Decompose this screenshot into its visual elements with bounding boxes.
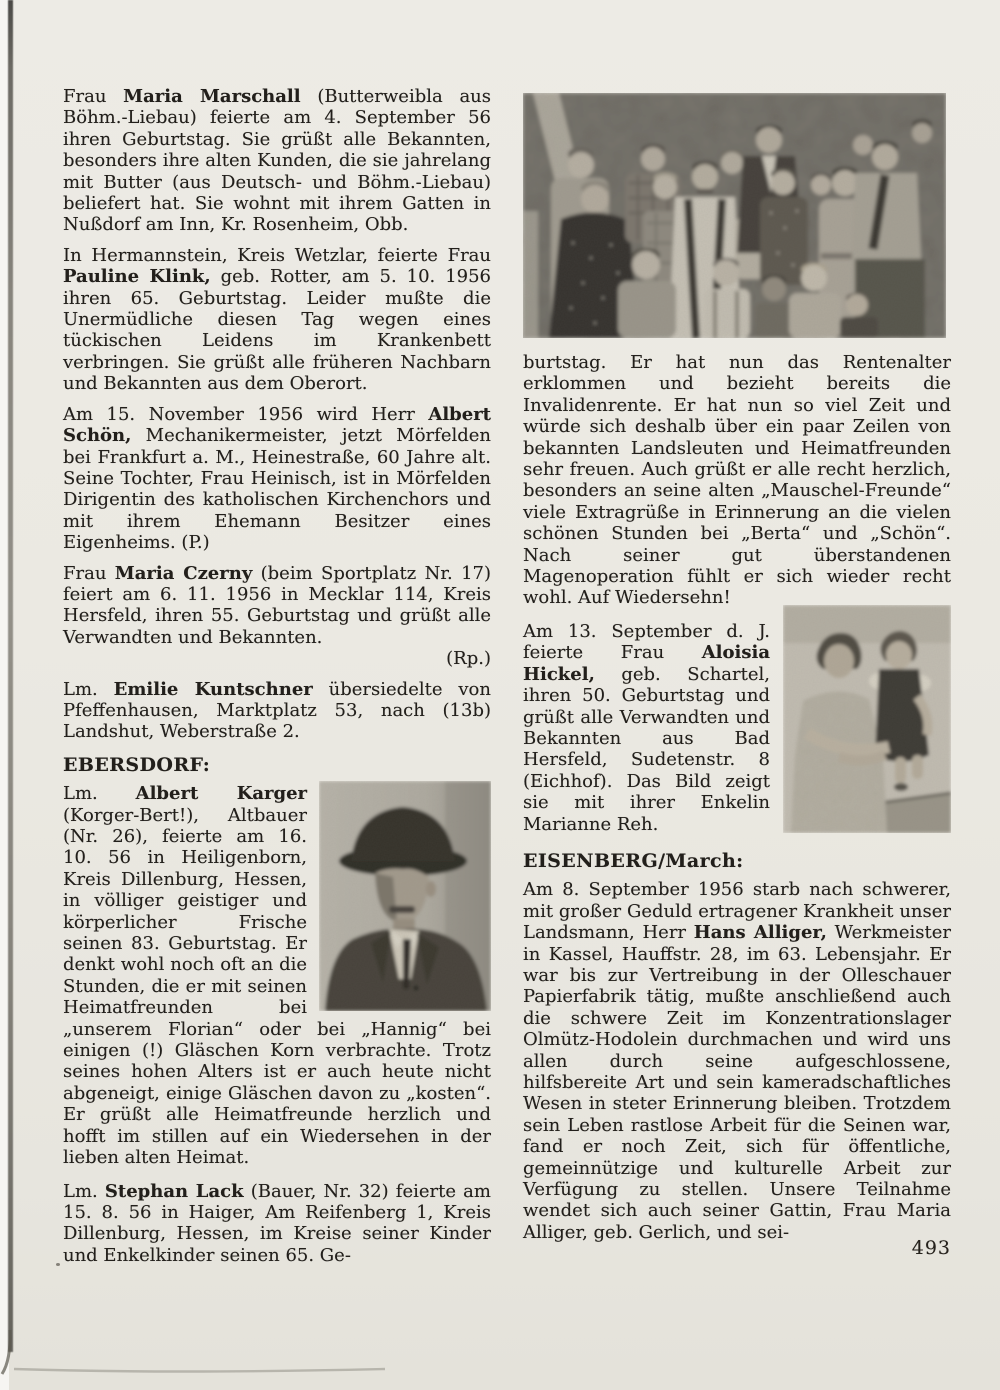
para-lack-continued: burtstag. Er hat nun das Rentenalter erklommen und bezieht bereits die Invalidenrente. Er hat nun so viel Zeit und würde sich deshalb über ein paar Zeilen von bekannten Landsleuten und Heimatfreunden sehr freuen. Auch grüßt er alle recht herzlich, besonders an seine alten „Mauschel-Freunde“ viele Extragrüße in Erinnerung an die vielen schönen Stunden bei „Berta“ und „Schön“. Nach seiner gut überstandenen Magenoperation fühlt er sich wieder recht wohl. Auf Wiedersehn! bbox=[523, 352, 951, 609]
karger-block bbox=[63, 783, 491, 1168]
right-column bbox=[523, 85, 951, 1252]
para-schoen: Am 15. November 1956 wird Herr Albert Schön, Mechanikermeister, jetzt Mörfelden bei Frankfurt a. M., Heinestraße, 60 Jahre alt. Seine Tochter, Frau Heinisch, ist in Mörfelden Dirigentin des katholischen Kirchenchors und mit ihrem Ehemann Besitzer eines Eigenheims. (P.) bbox=[63, 403, 491, 554]
para-klink: In Hermannstein, Kreis Wetzlar, feierte Frau Pauline Klink, geb. Rotter, am 5. 10. 1956 ihren 65. Geburtstag. Leider mußte die Unermüdliche diesen Tag wegen eines tückischen Leidens im Krankenbett verbringen. Sie grüßt alle früheren Nachbarn und Bekannten aus dem Oberort. bbox=[63, 244, 491, 395]
para-kuntschner: Lm. Emilie Kuntschner übersiedelte von Pfeffenhausen, Marktplatz 53, nach (13b) Landshut, Weberstraße 2. bbox=[63, 678, 491, 743]
page-number: 493 bbox=[911, 1237, 951, 1259]
grandmother-with-grandchild-image bbox=[783, 605, 951, 833]
family-group-photo-image bbox=[523, 93, 946, 338]
para-lack: Lm. Stephan Lack (Bauer, Nr. 32) feierte am 15. 8. 56 in Haiger, Am Reifenberg 1, Kreis Dillenburg, Hessen, im Kreise seiner Kinder und Enkelkinder seinen 65. Ge- bbox=[63, 1180, 491, 1266]
elderly-man-with-hat-portrait-image bbox=[319, 781, 491, 1011]
para-alliger: Am 8. September 1956 starb nach schwerer, mit großer Geduld ertragener Krankheit unser Landsmann, Herr Hans Alliger, Werkmeister in Kassel, Hauffstr. 28, im 63. Lebensjahr. Er war bis zur Vertreibung in der Olleschauer Papierfabrik tätig, mußte anschließend auch die schwere Zeit im Konzentrationslager Olmütz-Hodolein durchmachen und wird uns allen durch seine aufgeschlossene, hilfsbereite Art und sein kameradschaftliches Wesen in steter Erinnerung bleiben. Trotzdem sein Leben rastlose Arbeit für die Seinen war, fand er noch Zeit, sich für öffentliche, gemeinnützige und kulturelle Arbeit zur Verfügung zu stellen. Unsere Teilnahme wendet sich auch seiner Gattin, Frau Maria Alliger, geb. Gerlich, und sei- bbox=[523, 879, 951, 1243]
ink-speck bbox=[56, 1263, 60, 1266]
hickel-photo bbox=[783, 605, 951, 833]
para-marschall: Frau Maria Marschall (Butterweibla aus Böhm.-Liebau) feierte am 4. September 56 ihren Geburtstag. Sie grüßt alle Bekannten, besonders ihre alten Kunden, die sie jahrelang mit Butter (aus Deutsch- und Böhm.-Liebau) beliefert hat. Sie wohnt mit ihrem Gatten in Nußdorf am Inn, Kr. Rosenheim, Obb. bbox=[63, 86, 491, 236]
heading-ebersdorf: EBERSDORF: bbox=[63, 753, 211, 776]
karger-portrait-photo bbox=[319, 781, 491, 1011]
para-czerny: Frau Maria Czerny (beim Sportplatz Nr. 17) feiert am 6. 11. 1956 in Mecklar 114, Kreis Hersfeld, ihren 55. Geburtstag und grüßt alle Verwandten und Bekannten. bbox=[63, 562, 491, 648]
heading-eisenberg: EISENBERG/March: bbox=[523, 849, 744, 872]
page-fold-crease bbox=[8, 0, 13, 1352]
para-karger: Lm. Albert Karger (Korger-Bert!), Altbauer (Nr. 26), feierte am 16. 10. 56 in Heiligenborn, Kreis Dillenburg, Hessen, in völliger geistiger und körperlicher Frische seinen 83. Geburtstag. Er denkt wohl noch oft an die Stunden, die er mit seinen Heimatfreunden bei „unserem Florian“ oder bei „Hannig“ bei einigen (!) Gläschen Korn verbrachte. Trotz seines hohen Alters ist er auch heute nicht abgeneigt, einige Gläschen davon zu „kosten“. Er grüßt alle Heimatfreunde herzlich und hofft im stillen auf ein Wiedersehen in der lieben alten Heimat. bbox=[63, 783, 491, 1169]
left-column bbox=[63, 86, 491, 1275]
hickel-block bbox=[523, 621, 951, 839]
group-photo bbox=[523, 93, 946, 338]
para-hickel: Am 13. September d. J. feierte Frau Aloisia Hickel, geb. Schartel, ihren 50. Geburtstag und grüßt alle Verwandten und Bekannten aus Bad Hersfeld, Sudetenstr. 8 (Eichhof). Das Bild zeigt sie mit ihrer Enkelin Marianne Reh. bbox=[523, 620, 770, 835]
czerny-credit: (Rp.) bbox=[446, 648, 491, 670]
